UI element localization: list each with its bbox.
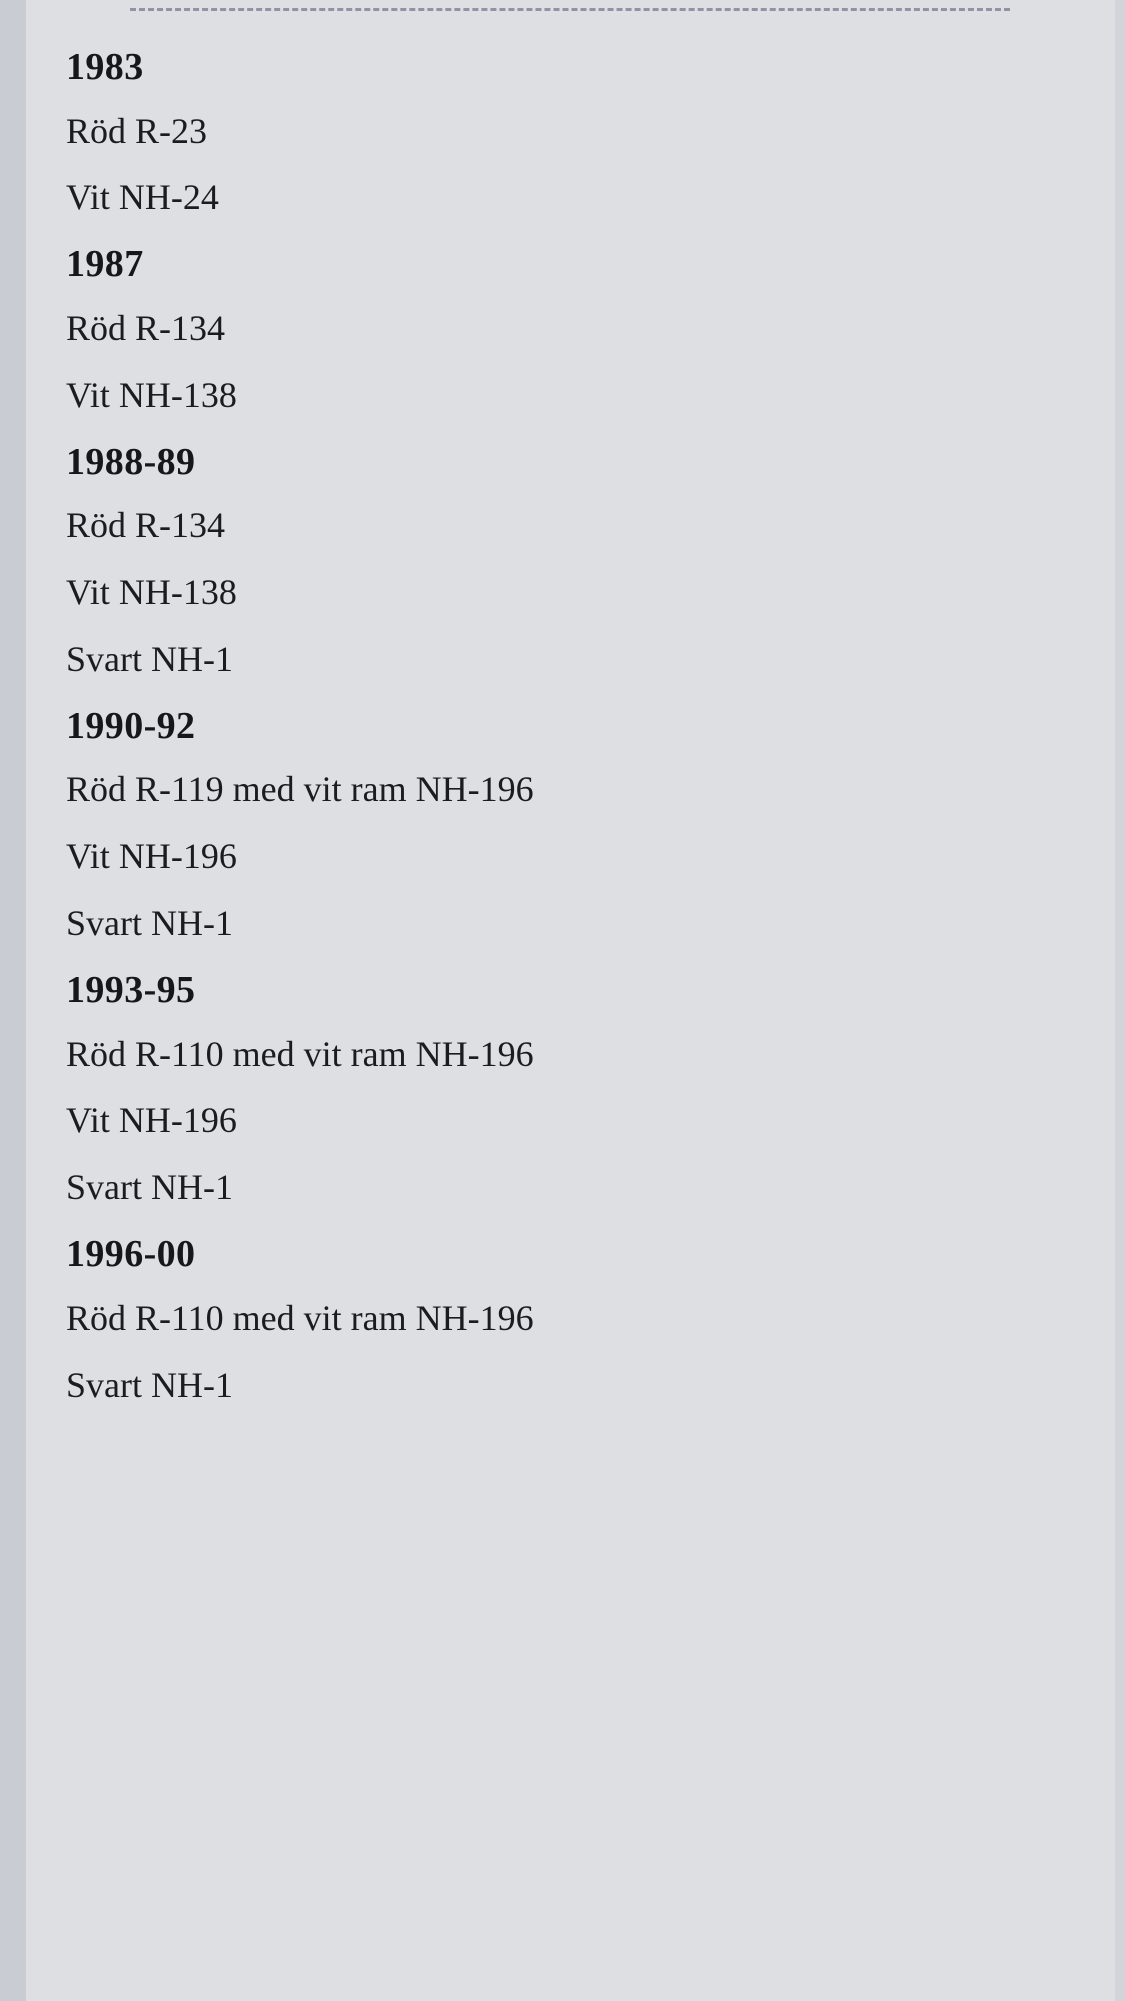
year-block xyxy=(0,429,1125,693)
year-heading: 1990-92 xyxy=(66,704,196,747)
list-item: Röd R-134 xyxy=(66,505,226,546)
list-item: Vit NH-196 xyxy=(66,836,237,877)
year-heading: 1996-00 xyxy=(66,1233,196,1276)
list-item: Svart NH-1 xyxy=(66,903,233,944)
list-item: Vit NH-138 xyxy=(66,374,237,415)
list-item: Röd R-119 med vit ram NH-196 xyxy=(66,769,534,810)
year-heading: 1988-89 xyxy=(66,440,196,483)
year-block xyxy=(0,693,1125,957)
list-item: Vit NH-196 xyxy=(66,1100,237,1141)
year-block xyxy=(0,34,1125,231)
list-item: Röd R-110 med vit ram NH-196 xyxy=(66,1297,534,1338)
list-item: Vit NH-24 xyxy=(66,177,219,218)
list-item: Röd R-134 xyxy=(66,307,226,348)
list-item: Röd R-23 xyxy=(66,110,208,151)
year-heading: 1983 xyxy=(66,46,144,88)
year-block xyxy=(0,957,1125,1221)
year-block xyxy=(0,1221,1125,1418)
list-item: Vit NH-138 xyxy=(66,572,237,613)
year-block xyxy=(0,231,1125,428)
list-item: Röd R-110 med vit ram NH-196 xyxy=(66,1033,534,1074)
year-heading: 1987 xyxy=(66,243,144,286)
list-item: Svart NH-1 xyxy=(66,1167,233,1208)
year-heading: 1993-95 xyxy=(66,969,196,1012)
list-item: Svart NH-1 xyxy=(66,1364,233,1405)
list-item: Svart NH-1 xyxy=(66,638,233,679)
